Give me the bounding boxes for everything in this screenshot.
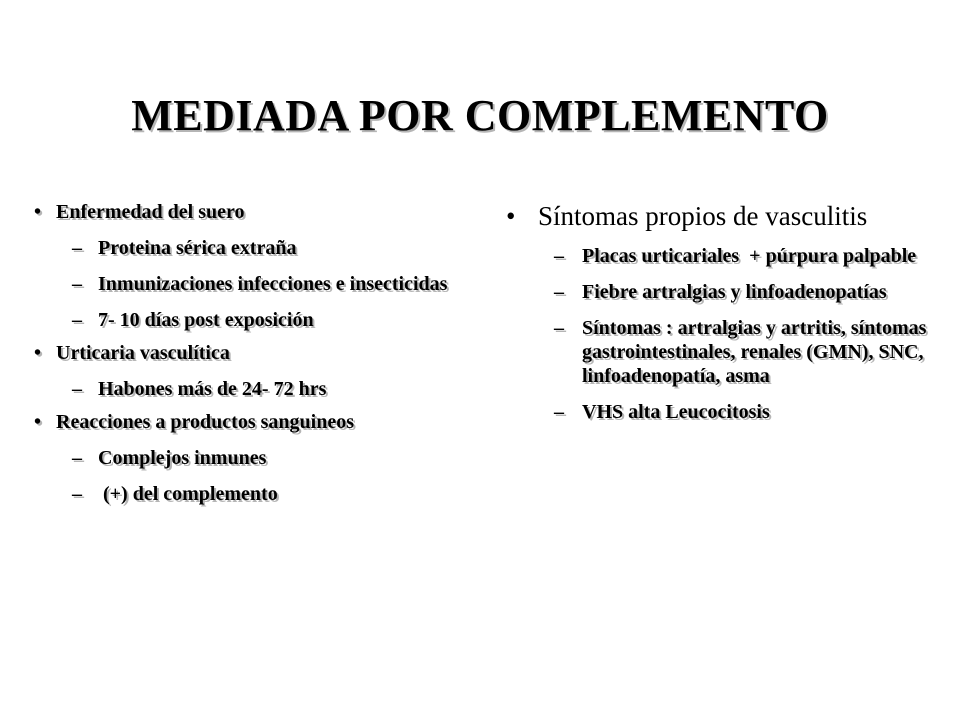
bullet-icon: •	[34, 342, 42, 364]
bullet-text: Urticaria vasculítica	[56, 342, 230, 364]
dash-icon: –	[554, 281, 564, 303]
dash-icon: –	[72, 273, 82, 295]
sub-item-text: Síntomas : artralgias y artritis, síntomas gastrointestinales, renales (GMN), SNC, linfoadenopatía, asma	[582, 317, 927, 387]
dash-icon: –	[72, 309, 82, 331]
dash-icon: –	[72, 378, 82, 400]
slide-title: MEDIADA POR COMPLEMENTO	[131, 91, 829, 140]
sub-item	[502, 316, 950, 388]
dash-icon: –	[72, 237, 82, 259]
bullet-reacciones	[34, 410, 464, 434]
dash-icon: –	[72, 483, 82, 505]
dash-icon: –	[554, 317, 564, 339]
dash-icon: –	[72, 447, 82, 469]
bullet-urticaria-vasculitica	[34, 341, 464, 365]
dash-icon: –	[554, 401, 564, 423]
sub-item	[34, 446, 464, 470]
bullet-sintomas-vasculitis	[502, 200, 950, 232]
bullet-text: Reacciones a productos sanguineos	[56, 411, 354, 433]
bullet-icon: •	[506, 201, 516, 231]
sub-item-text: Complejos inmunes	[98, 447, 267, 469]
right-column	[502, 200, 950, 424]
bullet-icon: •	[34, 411, 42, 433]
sub-item-text: 7- 10 días post exposición	[98, 309, 314, 331]
sub-item-text: Fiebre artralgias y linfoadenopatías	[582, 281, 887, 303]
sub-item-text: VHS alta Leucocitosis	[582, 401, 770, 423]
sub-item	[34, 308, 464, 332]
sub-item	[34, 482, 464, 506]
sub-item-text: Inmunizaciones infecciones e insecticidas	[98, 273, 448, 295]
sub-item	[502, 280, 950, 304]
sub-item	[502, 400, 950, 424]
sub-item	[502, 244, 950, 268]
bullet-enfermedad-del-suero	[34, 200, 464, 224]
bullet-text: Enfermedad del suero	[56, 201, 245, 223]
bullet-text: Síntomas propios de vasculitis	[538, 201, 868, 231]
sub-item-text: (+) del complemento	[98, 483, 278, 505]
bullet-icon: •	[34, 201, 42, 223]
sub-item-text: Habones más de 24- 72 hrs	[98, 378, 327, 400]
dash-icon: –	[554, 245, 564, 267]
left-column	[34, 200, 464, 506]
sub-item	[34, 236, 464, 260]
sub-item-text: Proteina sérica extraña	[98, 237, 297, 259]
sub-item-text: Placas urticariales + púrpura palpable	[582, 245, 917, 267]
sub-item	[34, 272, 464, 296]
sub-item	[34, 377, 464, 401]
